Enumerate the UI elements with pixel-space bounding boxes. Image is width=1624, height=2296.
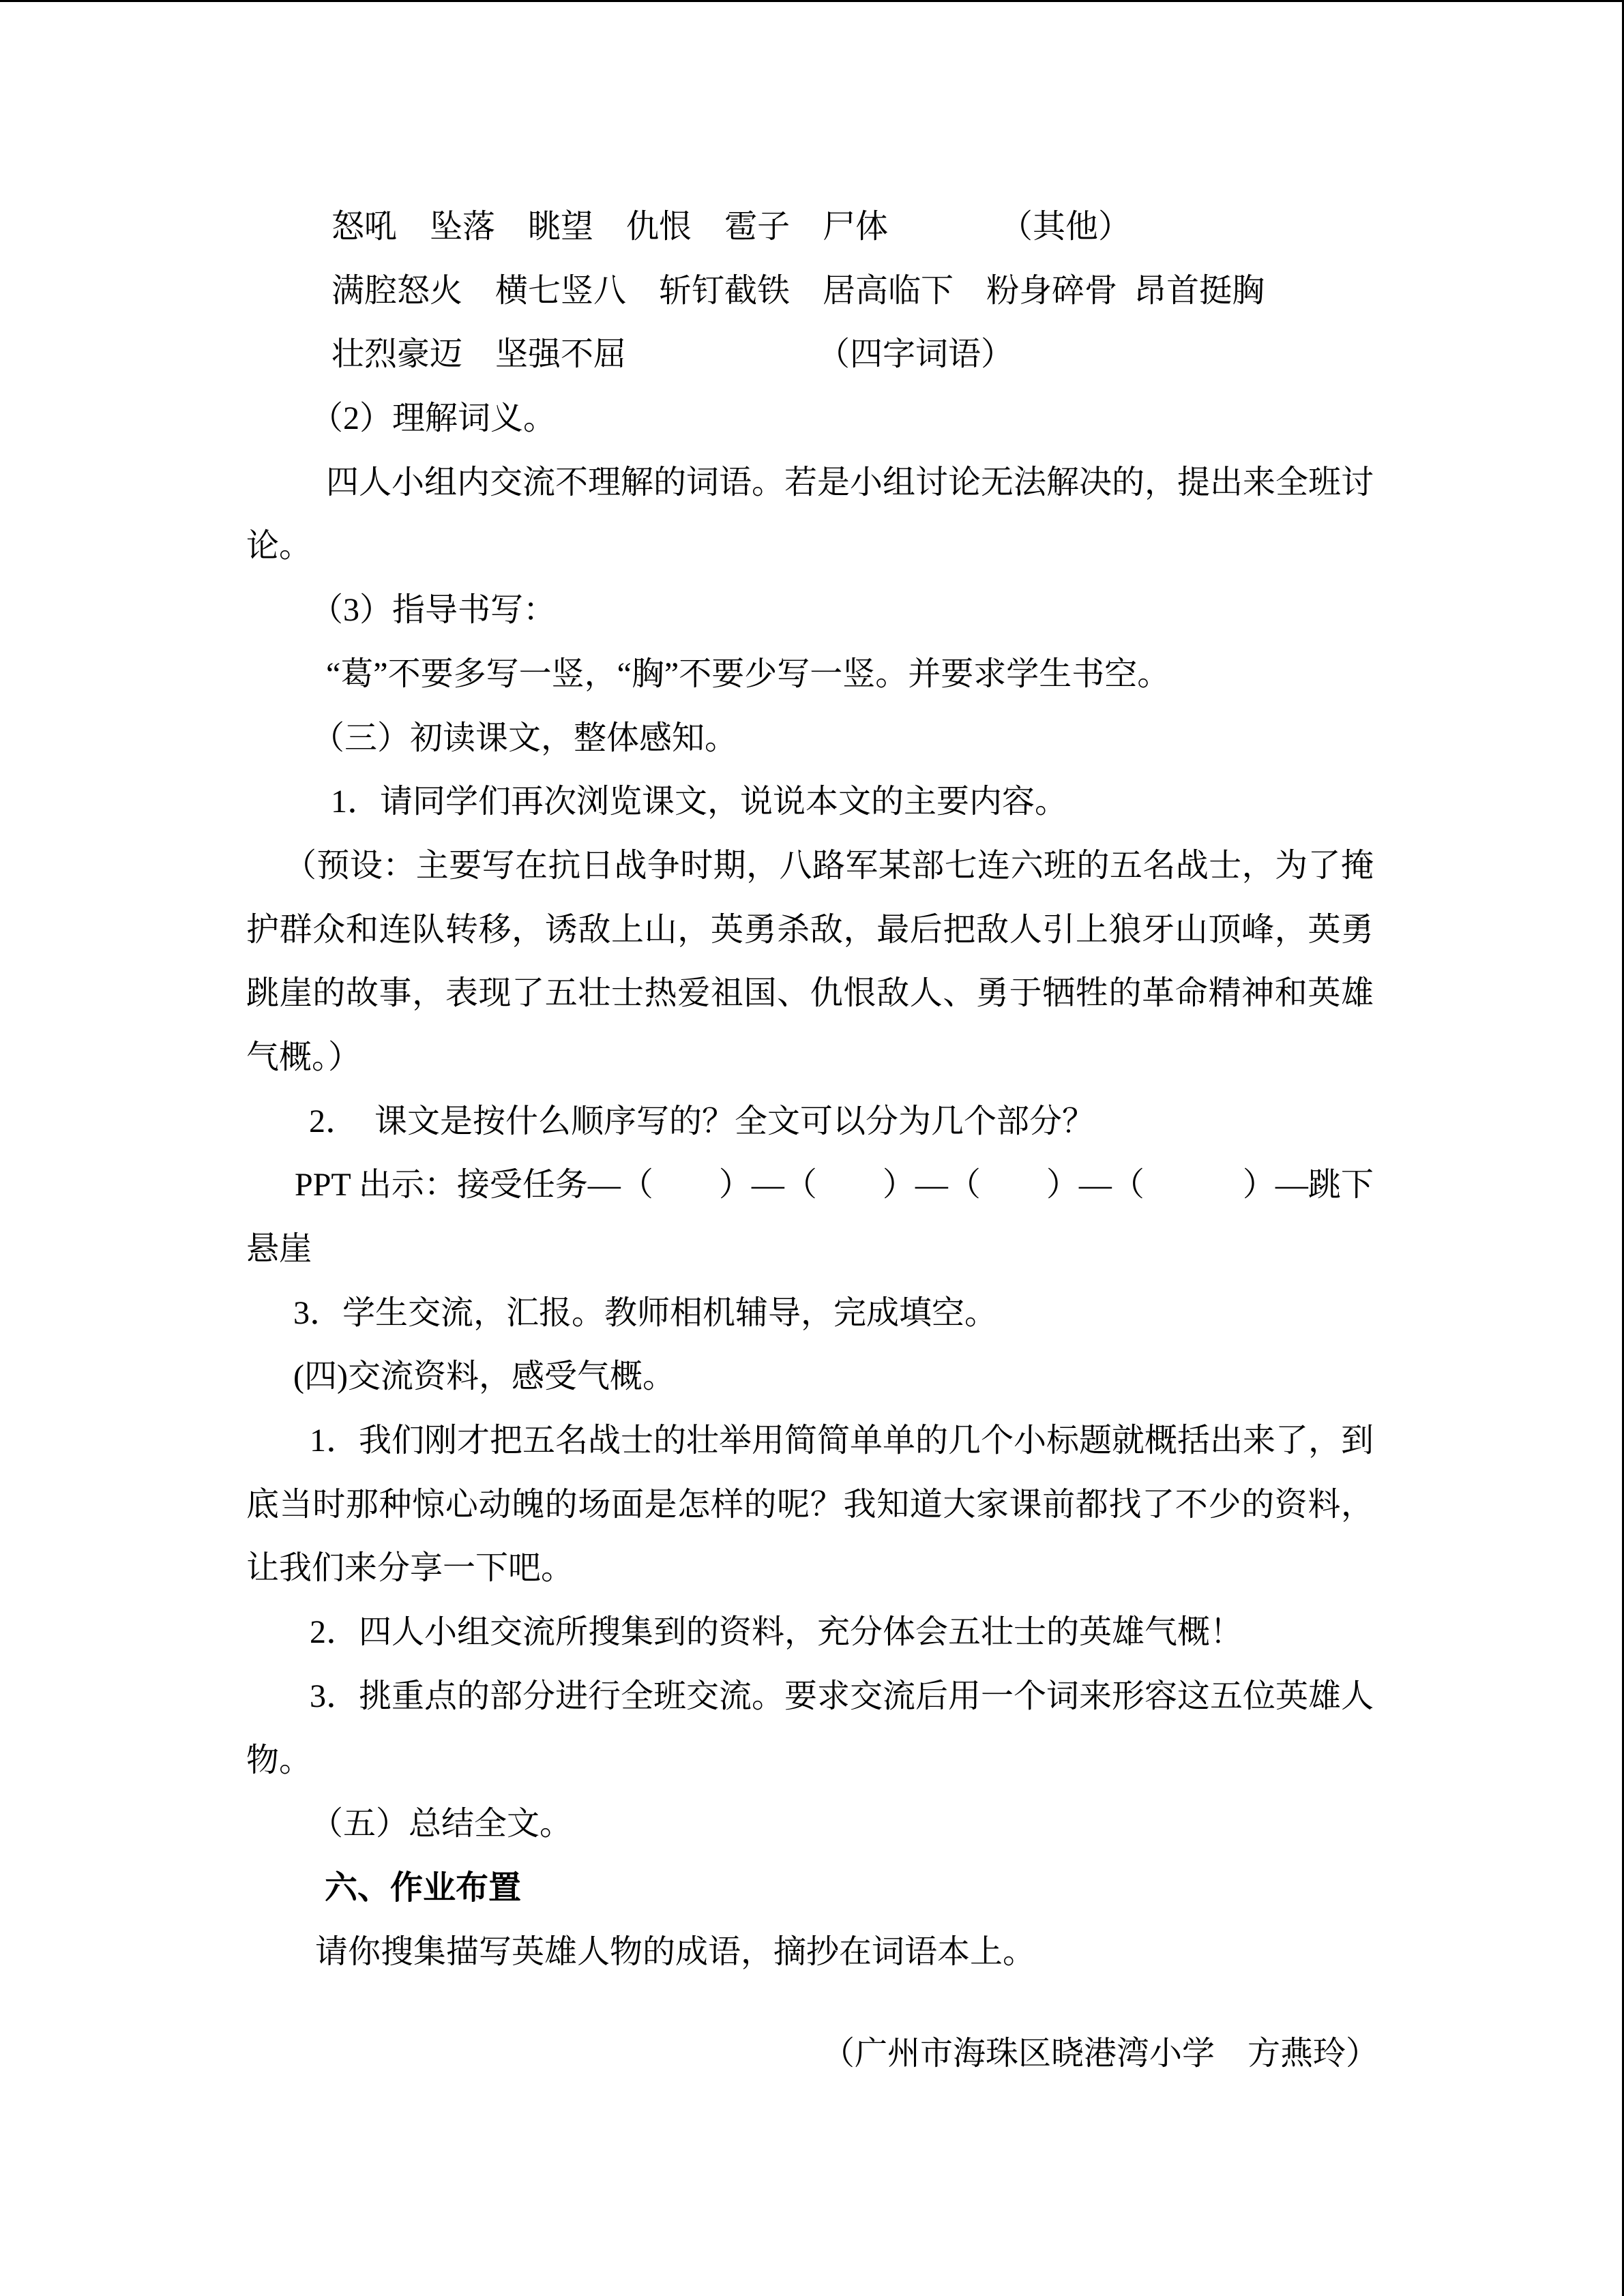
first-reading-step-1: 1．请同学们再次浏览课文，说说本文的主要内容。 (331, 784, 1068, 820)
idiom-word: 横七竖八 (495, 272, 627, 309)
vocab-word: 雹子 (724, 209, 791, 245)
word-meaning-line: 论。 (246, 528, 312, 565)
page-edge-top (0, 0, 1624, 2)
idiom-word: 满腔怒火 (331, 272, 463, 309)
materials-step-2: 2．四人小组交流所搜集到的资料，充分体会五壮士的英雄气概！ (310, 1614, 1243, 1651)
vocab-word: 怒吼 (331, 209, 398, 245)
preset-answer-line: 护群众和连队转移，诱敌上山，英勇杀敌，最后把敌人引上狼牙山顶峰，英勇 (246, 911, 1374, 948)
first-reading-heading: （三）初读课文，整体感知。 (312, 719, 738, 756)
vocab-row-idioms-2 (0, 323, 1374, 387)
word-meaning-heading: （2）理解词义。 (310, 400, 557, 437)
materials-step-1-line: 1．我们刚才把五名战士的壮举用简简单单的几个小标题就概括出来了，到 (310, 1422, 1374, 1459)
vocab-word: 仇恨 (626, 209, 692, 245)
idiom-word: 粉身碎骨 (986, 272, 1118, 309)
writing-guide-text: “葛”不要多写一竖，“胸”不要少写一竖。并要求学生书空。 (326, 655, 1170, 692)
preset-answer-line: 跳崖的故事，表现了五壮士热爱祖国、仇恨敌人、勇于牺牲的革命精神和英雄 (246, 975, 1374, 1012)
materials-step-3-line: 3．挑重点的部分进行全班交流。要求交流后用一个词来形容这五位英雄人 (310, 1678, 1374, 1714)
ppt-sequence-line: 悬崖 (246, 1231, 312, 1267)
idiom-word: 居高临下 (823, 272, 954, 309)
idiom-word: 昂首挺胸 (1134, 272, 1265, 309)
vocab-label-other: （其他） (1000, 209, 1132, 245)
materials-step-3-line: 物。 (246, 1742, 312, 1778)
vocab-word: 眺望 (528, 209, 594, 245)
materials-step-1-line: 让我们来分享一下吧。 (246, 1550, 574, 1587)
word-meaning-line: 四人小组内交流不理解的词语。若是小组讨论无法解决的，提出来全班讨 (326, 464, 1374, 501)
vocab-label-idioms: （四字词语） (817, 336, 1014, 373)
vocab-row-idioms-1 (0, 259, 1374, 323)
preset-answer-line: 气概。） (246, 1039, 361, 1075)
idiom-word: 坚强不屈 (495, 336, 627, 373)
materials-step-1-line: 底当时那种惊心动魄的场面是怎样的呢？我知道大家课前都找了不少的资料， (246, 1486, 1374, 1523)
first-reading-step-2: 2． 课文是按什么顺序写的？全文可以分为几个部分？ (309, 1103, 1095, 1139)
materials-heading: (四)交流资料，感受气概。 (293, 1358, 675, 1395)
author-signature: （广州市海珠区晓港湾小学 方燕玲） (822, 2036, 1379, 2072)
homework-heading: 六、作业布置 (325, 1869, 522, 1906)
homework-text: 请你搜集描写英雄人物的成语，摘抄在词语本上。 (315, 1933, 1036, 1970)
lesson-body (0, 195, 1624, 1984)
preset-answer-line: （预设：主要写在抗日战争时期，八路军某部七连六班的五名战士，为了掩 (284, 847, 1374, 884)
first-reading-step-3: 3．学生交流，汇报。教师相机辅导，完成填空。 (293, 1294, 998, 1331)
idiom-word: 斩钉截铁 (659, 272, 791, 309)
vocab-word: 尸体 (823, 209, 889, 245)
writing-guide-heading: （3）指导书写： (310, 592, 557, 629)
vocab-row-other (0, 195, 1374, 259)
ppt-sequence-line: PPT 出示：接受任务—（ ）—（ ）—（ ）—（ ）—跳下 (295, 1167, 1374, 1204)
idiom-word: 壮烈豪迈 (331, 336, 463, 373)
summary-heading: （五）总结全文。 (310, 1806, 573, 1843)
vocab-word: 坠落 (430, 209, 496, 245)
